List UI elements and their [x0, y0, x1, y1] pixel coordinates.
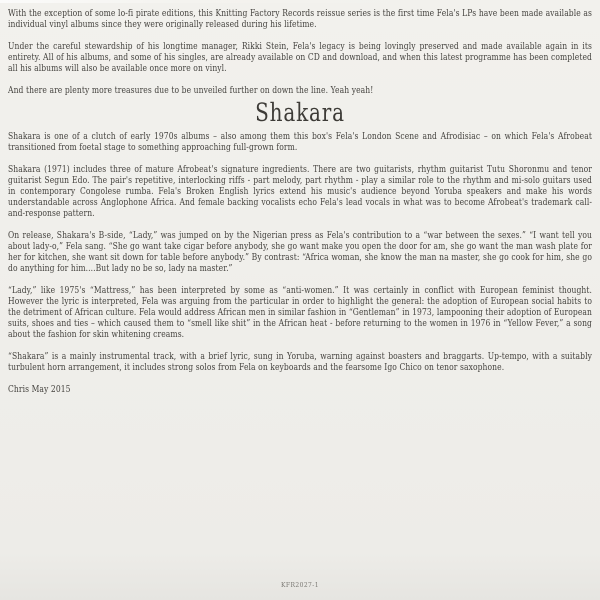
section-title: Shakara — [255, 98, 345, 127]
intro-paragraph: And there are plenty more treasures due to be unveiled further on down the line. Yeah yeah! — [8, 85, 374, 96]
body-paragraph: On release, Shakara's B-side, “Lady,” was jumped on by the Nigerian press as Fela's contribution to a “war between the sexes.” “I want tell you about lady-o,” Fela sang. “She go want take cigar before anybody, she go want make you open the door for am, she go want the man wash plate for her for kitchen, she want sit down for table before anybody.” By contrast: “Africa woman, she know the man na master, she go cook for him, she go do anything for him....But lady no be so, lady na master.” — [8, 230, 592, 274]
byline: Chris May 2015 — [8, 384, 71, 395]
body-paragraph: Shakara (1971) includes three of mature Afrobeat's signature ingredients. There are two guitarists, rhythm guitarist Tutu Shoronmu and tenor guitarist Segun Edo. The pair's repetitive, interlocking riffs - part melody, part rhythm - play a similar role to the rhythm and mi-solo guitars used in contemporary Congolese rumba. Fela's Broken English lyrics extend his music's audience beyond Yoruba speakers and make his words understandable across Anglophone Africa. And female backing vocalists echo Fela's lead vocals in what was to become Afrobeat's trademark call-and-response pattern. — [8, 164, 592, 219]
intro-paragraph: Under the careful stewardship of his longtime manager, Rikki Stein, Fela's legacy is being lovingly preserved and made available again in its entirety. All of his albums, and some of his singles, are already available on CD and download, and when this latest programme has been completed all his albums will also be available once more on vinyl. — [8, 41, 592, 74]
liner-notes-text — [8, 8, 592, 406]
intro-paragraph: With the exception of some lo-fi pirate editions, this Knitting Factory Records reissue series is the first time Fela's LPs have been made available as individual vinyl albums since they were originally released during his lifetime. — [8, 8, 592, 30]
body-paragraph: Shakara is one of a clutch of early 1970s albums – also among them this box's Fela's London Scene and Afrodisiac – on which Fela's Afrobeat transitioned from foetal stage to something approaching full-grown form. — [8, 131, 592, 153]
catalog-number: KFR2027-1 — [281, 582, 319, 589]
scan-edge-artifact — [0, 0, 600, 3]
body-paragraph: “Shakara” is a mainly instrumental track, with a brief lyric, sung in Yoruba, warning against boasters and braggarts. Up-tempo, with a suitably turbulent horn arrangement, it includes strong solos from Fela on keyboards and the fearsome Igo Chico on tenor saxophone. — [8, 351, 592, 373]
body-paragraph: “Lady,” like 1975's “Mattress,” has been interpreted by some as “anti-women.” It was certainly in conflict with European feminist thought. However the lyric is interpreted, Fela was arguing from the particular in order to highlight the general: the adoption of European social habits to the detriment of African culture. Fela would address African men in similar fashion in “Gentleman” in 1973, lampooning their adoption of European suits, shoes and ties – which caused them to “smell like shit” in the African heat - before returning to the women in 1976 in “Yellow Fever,” a song about the fashion for skin whitening creams. — [8, 285, 592, 340]
